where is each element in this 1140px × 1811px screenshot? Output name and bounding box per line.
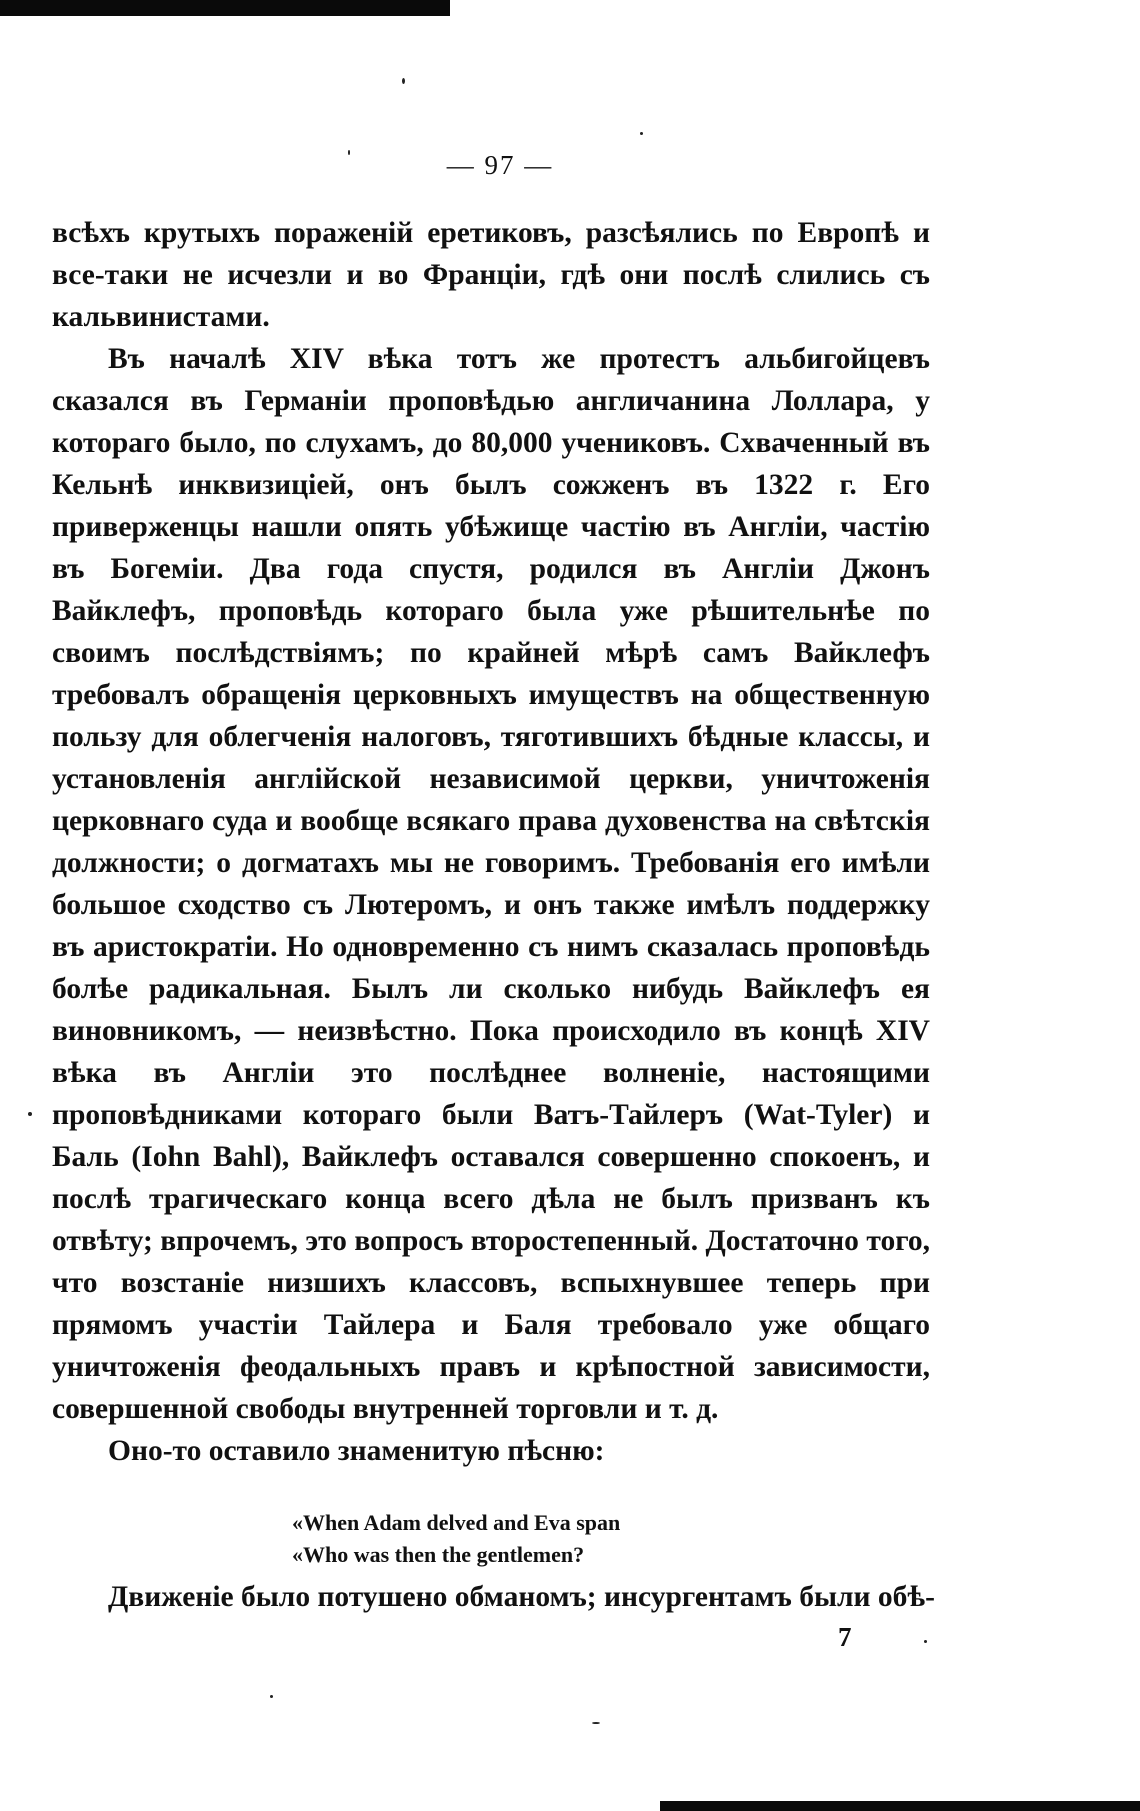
scan-speck [28,1112,32,1116]
verse-quote [292,1507,620,1571]
page-number: — 97 — [446,150,554,180]
scan-speck [640,132,643,135]
paragraph-song-intro: Оно-то оставило знаменитую пѣсню: [108,1435,605,1467]
scan-speck [270,1695,273,1698]
paragraph-last: Движеніе было потушено обманомъ; инсургентамъ были обѣ- [108,1581,935,1613]
scan-speck [924,1640,927,1643]
paragraph-continued: всѣхъ крутыхъ пораженій еретиковъ, разсѣялись по Европѣ и все-таки не исчезли и во Франціи, гдѣ они послѣ слились съ кальвинистами. [52,217,930,333]
verse-line: «Who was then the gentlemen? [292,1542,585,1567]
verse-line: «When Adam delved and Eva span [292,1510,621,1535]
scan-speck [592,1722,600,1724]
paragraph-main: Въ началѣ XIV вѣка тотъ же протестъ альбигойцевъ сказался въ Германіи проповѣдью англичанина Лоллара, у котораго было, по слухамъ, до 80,000 учениковъ. Схваченный въ Кельнѣ инквизиціей, онъ былъ сожженъ въ 1322 г. Его приверженцы нашли опять убѣжище частію въ Англіи, частію въ Богеміи. Два года спустя, родился въ Англіи Джонъ Вайклефъ, проповѣдь котораго была уже рѣшительнѣе по своимъ послѣдствіямъ; по крайней мѣрѣ самъ Вайклефъ требовалъ обращенія церковныхъ имуществъ на общественную пользу для облегченія налоговъ, тяготившихъ бѣдные классы, и установленія англійской независимой церкви, уничтоженія церковнаго суда и вообще всякаго права духовенства на свѣтскія должности; о догматахъ мы не говоримъ. Требованія его имѣли большое сходство съ Лютеромъ, и онъ также имѣлъ поддержку въ аристократіи. Но одновременно съ нимъ сказалась проповѣдь болѣе радикальная. Былъ ли сколько нибудь Вайклефъ ея виновникомъ, — неизвѣстно. Пока происходило въ концѣ XIV вѣка въ Англіи это послѣднее волненіе, настоящими проповѣдниками котораго были Ватъ-Тайлеръ (Wat-Tyler) и Баль (Iohn Bahl), Вайклефъ оставался совершенно спокоенъ, и послѣ трагическаго конца всего дѣла не былъ призванъ къ отвѣту; впрочемъ, это вопросъ второстепенный. Достаточно того, что возстаніе низшихъ классовъ, вспыхнувшее теперь при прямомъ участіи Тайлера и Баля требовало уже общаго уничтоженія феодальныхъ правъ и крѣпостной зависимости, совершенной свободы внутренней торговли и т. д. [52,343,930,1425]
scan-edge-top [0,0,450,16]
scan-speck [402,78,405,84]
signature-mark: 7 [838,1622,852,1652]
body-text [52,212,930,1472]
scan-edge-bottom [660,1801,1140,1811]
